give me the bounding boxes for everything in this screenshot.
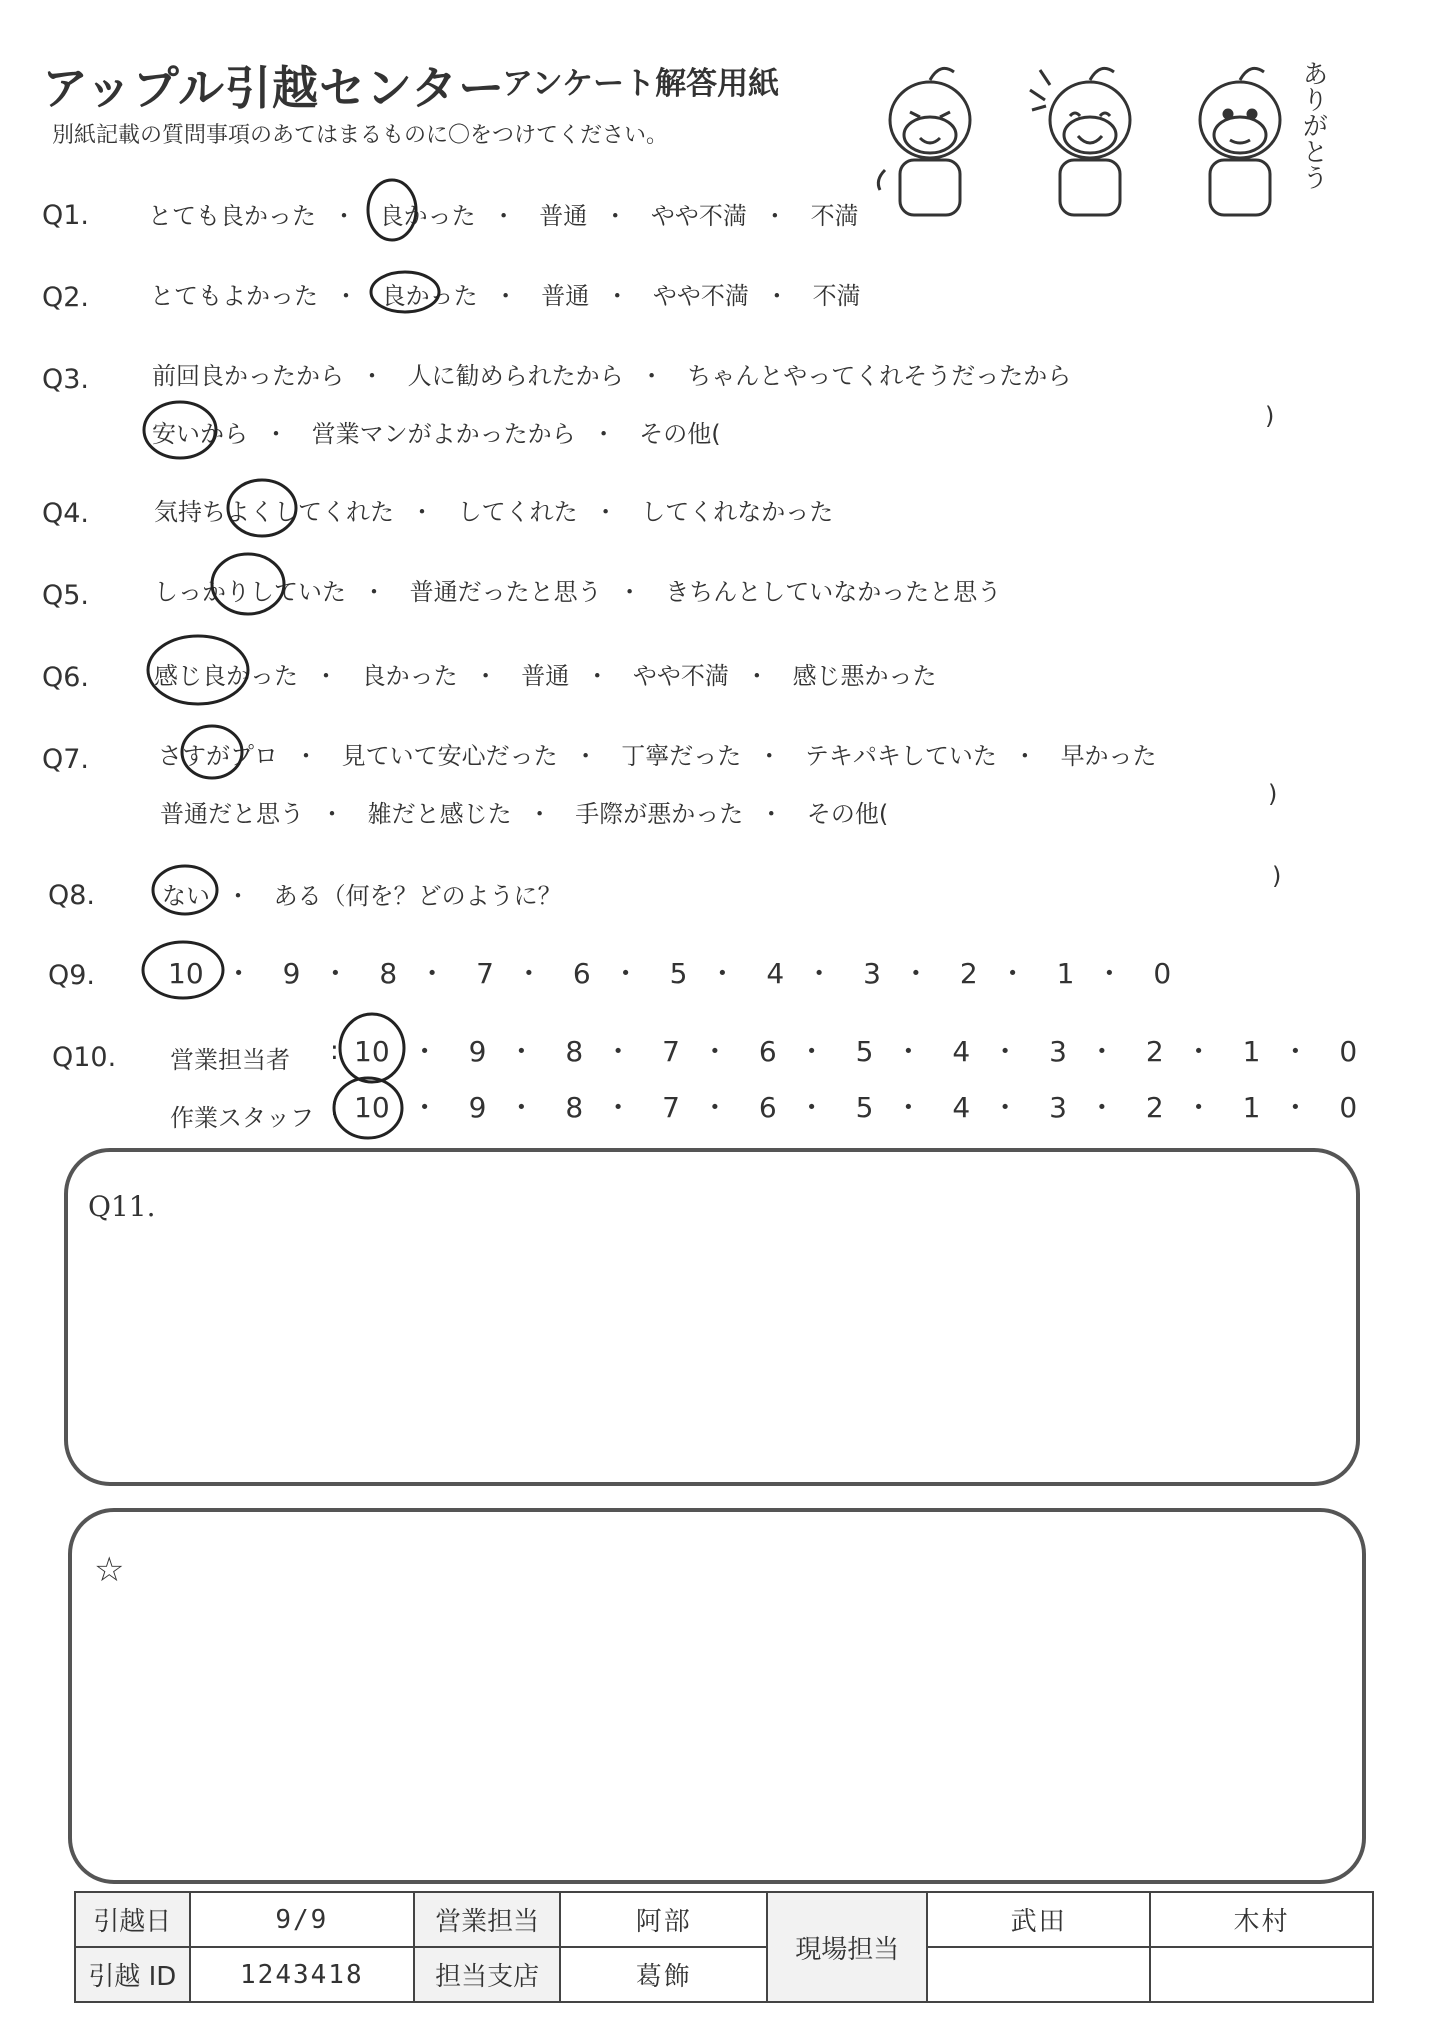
q9-score[interactable]: 1	[1056, 957, 1075, 990]
site-staff-2: 木村	[1150, 1892, 1373, 1947]
q2-options: とてもよかった ・ 良かった ・ 普通 ・ やや不満 ・ 不満	[150, 282, 861, 310]
q7-option[interactable]: 見ていて安心だった	[341, 742, 558, 770]
q9-score[interactable]: 2	[959, 957, 978, 990]
q8-close-paren: )	[1272, 862, 1282, 890]
q9-score[interactable]: 0	[1153, 957, 1172, 990]
q10-staff-label: 作業スタッフ	[170, 1104, 314, 1132]
q10-sales-score[interactable]: 7	[662, 1035, 680, 1068]
q6-label: Q6.	[42, 662, 90, 693]
q10-sales-score[interactable]: 5	[855, 1035, 874, 1068]
q10-sales-score[interactable]: 1	[1242, 1035, 1261, 1068]
q4-label: Q4.	[42, 498, 90, 529]
q1-option[interactable]: やや不満	[650, 202, 747, 230]
q8-option[interactable]: ある（何を？どのように？	[273, 882, 562, 910]
q8-option-selected[interactable]: ない	[162, 882, 210, 910]
q10-staff-score[interactable]: 7	[662, 1091, 680, 1124]
q3-option[interactable]: ちゃんとやってくれそうだったから	[687, 362, 1072, 390]
q7-option[interactable]: 手際が悪かった	[575, 800, 744, 828]
q6-option-selected[interactable]: 感じ良かった	[154, 662, 298, 690]
q9-scale: 10 ・ 9 ・ 8 ・ 7 ・ 6 ・ 5 ・ 4 ・ 3 ・ 2 ・ 1 ・ 0	[168, 957, 1172, 990]
q10-sales-score[interactable]: 9	[468, 1035, 487, 1068]
q10-staff-scale: 10 ・ 9 ・ 8 ・ 7 ・ 6 ・ 5 ・ 4 ・ 3 ・ 2 ・ 1 ・ 0	[354, 1091, 1358, 1124]
q10-staff-score[interactable]: 1	[1242, 1091, 1261, 1124]
q5-options: しっかりしていた ・ 普通だったと思う ・ きちんとしていなかったと思う	[154, 578, 1002, 606]
q3-option[interactable]: 人に勧められたから	[407, 362, 624, 390]
q7-option-other[interactable]: その他(	[806, 800, 889, 828]
q10-staff-score[interactable]: 8	[565, 1091, 584, 1124]
q10-staff-score[interactable]: 2	[1145, 1091, 1164, 1124]
q10-label: Q10.	[52, 1042, 117, 1073]
q9-score[interactable]: 5	[669, 957, 688, 990]
q2-option[interactable]: やや不満	[652, 282, 749, 310]
q6-option[interactable]: 感じ悪かった	[792, 662, 937, 690]
q6-option[interactable]: 普通	[521, 662, 570, 690]
q6-options: 感じ良かった ・ 良かった ・ 普通 ・ やや不満 ・ 感じ悪かった	[154, 662, 937, 690]
q3-options-line2: 安いから ・ 営業マンがよかったから ・ その他(	[152, 420, 721, 448]
q1-options: とても良かった ・ 良かった ・ 普通 ・ やや不満 ・ 不満	[148, 202, 859, 230]
q10-sales-score[interactable]: 8	[565, 1035, 584, 1068]
star-comment-box[interactable]	[68, 1508, 1366, 1884]
q7-option[interactable]: 普通だと思う	[160, 800, 304, 828]
q7-options-line2: 普通だと思う ・ 雑だと感じた ・ 手際が悪かった ・ その他(	[160, 800, 889, 828]
q11-label: Q11.	[88, 1190, 156, 1223]
q8-label: Q8.	[48, 880, 96, 911]
site-staff-1: 武田	[927, 1892, 1150, 1947]
q5-option[interactable]: 普通だったと思う	[409, 578, 602, 606]
q5-option-selected[interactable]: しっかりしていた	[154, 578, 346, 606]
q7-option[interactable]: 丁寧だった	[621, 742, 742, 770]
q10-staff-score[interactable]: 0	[1339, 1091, 1358, 1124]
mascot-illustration	[860, 50, 1320, 230]
q9-score[interactable]: 9	[282, 957, 301, 990]
q9-score-selected[interactable]: 10	[168, 957, 204, 990]
q7-option[interactable]: 雑だと感じた	[367, 800, 512, 828]
q10-staff-score[interactable]: 6	[758, 1091, 777, 1124]
q2-option[interactable]: とてもよかった	[150, 282, 318, 310]
site-staff-empty-1	[927, 1947, 1150, 2002]
q1-option[interactable]: 不満	[810, 202, 859, 230]
q2-option[interactable]: 不満	[812, 282, 861, 310]
move-id-label: 引越 ID	[75, 1947, 190, 2002]
q10-staff-score[interactable]: 4	[952, 1091, 971, 1124]
q3-options-line1: 前回良かったから ・ 人に勧められたから ・ ちゃんとやってくれそうだったから	[152, 362, 1072, 390]
sales-rep-label: 営業担当	[414, 1892, 560, 1947]
instruction-text: 別紙記載の質問事項のあてはまるものに〇をつけてください。	[52, 123, 669, 148]
q10-staff-score[interactable]: 5	[855, 1091, 874, 1124]
q9-label: Q9.	[48, 960, 96, 991]
q10-staff-score[interactable]: 3	[1049, 1091, 1067, 1124]
q7-option[interactable]: テキパキしていた	[804, 742, 997, 770]
branch-label: 担当支店	[414, 1947, 560, 2002]
move-date-value: 9/9	[190, 1892, 414, 1947]
q9-score[interactable]: 8	[379, 957, 398, 990]
q2-label: Q2.	[42, 282, 90, 313]
star-label: ☆	[94, 1550, 125, 1590]
q7-option-selected[interactable]: さすがプロ	[158, 742, 278, 770]
q5-label: Q5.	[42, 580, 90, 611]
move-date-label: 引越日	[75, 1892, 190, 1947]
q9-score[interactable]: 3	[863, 957, 881, 990]
q3-option-selected[interactable]: 安いから	[152, 420, 248, 448]
q10-sales-colon: :	[330, 1036, 339, 1066]
q6-option[interactable]: やや不満	[632, 662, 729, 690]
q2-option[interactable]: 普通	[541, 282, 590, 310]
q4-option-selected[interactable]: 気持ちよくしてくれた	[154, 498, 394, 526]
q3-option-other[interactable]: その他(	[639, 420, 721, 448]
company-brand: アップル引越センター	[42, 61, 506, 115]
q7-label: Q7.	[42, 744, 90, 775]
form-title: アンケート解答用紙	[502, 66, 780, 102]
sales-rep-value: 阿部	[560, 1892, 767, 1947]
mascot-caption: ありがとう	[1298, 60, 1328, 190]
q6-option[interactable]: 良かった	[361, 662, 458, 690]
q3-label: Q3.	[42, 364, 90, 395]
q2-option-selected[interactable]: 良かった	[381, 282, 478, 310]
q1-option[interactable]: とても良かった	[148, 202, 316, 230]
q4-option[interactable]: してくれなかった	[641, 498, 834, 526]
q10-sales-score[interactable]: 4	[952, 1035, 971, 1068]
q10-staff-score-selected[interactable]: 10	[354, 1091, 390, 1124]
q1-label: Q1.	[42, 200, 90, 231]
move-info-table	[74, 1891, 1374, 2003]
branch-value: 葛飾	[560, 1947, 767, 2002]
q9-score[interactable]: 7	[476, 957, 494, 990]
q10-sales-label: 営業担当者	[170, 1046, 290, 1074]
q11-comment-box[interactable]	[64, 1148, 1360, 1486]
q10-sales-score[interactable]: 2	[1145, 1035, 1164, 1068]
q7-close-paren: )	[1268, 780, 1278, 808]
q10-staff-score[interactable]: 9	[468, 1091, 487, 1124]
q10-sales-score[interactable]: 3	[1049, 1035, 1067, 1068]
site-staff-label: 現場担当	[767, 1892, 927, 2002]
q1-option[interactable]: 普通	[539, 202, 588, 230]
move-id-value: 1243418	[190, 1947, 414, 2002]
q7-option[interactable]: 早かった	[1060, 742, 1157, 770]
q8-options: ない ・ ある（何を？どのように？	[162, 882, 562, 910]
q10-sales-score-selected[interactable]: 10	[354, 1035, 390, 1068]
site-staff-empty-2	[1150, 1947, 1373, 2002]
q3-close-paren: )	[1265, 402, 1275, 430]
q5-option[interactable]: きちんとしていなかったと思う	[665, 578, 1002, 606]
q10-sales-score[interactable]: 0	[1339, 1035, 1358, 1068]
q9-score[interactable]: 4	[766, 957, 785, 990]
q4-option[interactable]: してくれた	[457, 498, 578, 526]
q9-score[interactable]: 6	[572, 957, 591, 990]
q4-options: 気持ちよくしてくれた ・ してくれた ・ してくれなかった	[154, 498, 834, 526]
q3-option[interactable]: 前回良かったから	[152, 362, 344, 390]
q3-option[interactable]: 営業マンがよかったから	[311, 420, 576, 448]
q10-sales-scale: 10 ・ 9 ・ 8 ・ 7 ・ 6 ・ 5 ・ 4 ・ 3 ・ 2 ・ 1 ・ 0	[354, 1035, 1358, 1068]
q7-options-line1: さすがプロ ・ 見ていて安心だった ・ 丁寧だった ・ テキパキしていた ・ 早かった	[158, 742, 1157, 770]
q10-staff-colon: :	[330, 1092, 339, 1122]
q1-option-selected[interactable]: 良かった	[379, 202, 476, 230]
q10-sales-score[interactable]: 6	[758, 1035, 777, 1068]
